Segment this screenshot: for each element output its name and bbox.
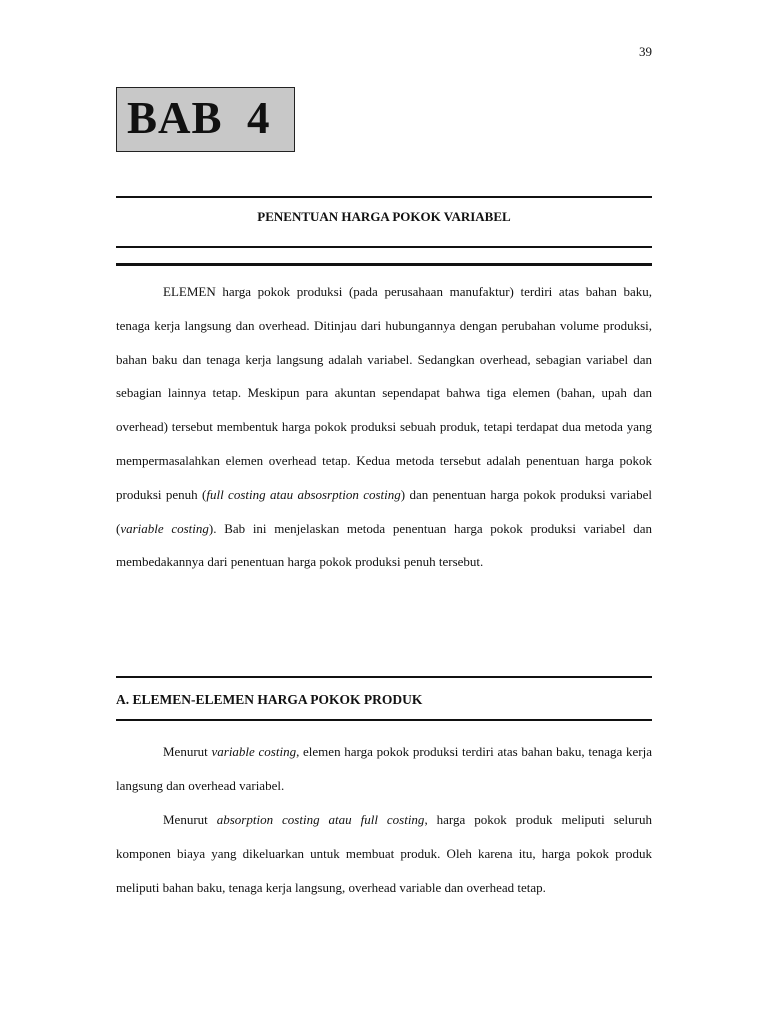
intro-paragraph [116, 275, 652, 579]
intro-text-3: ). Bab ini menjelaskan metoda penentuan harga pokok produksi variabel dan membedakannya dari penentuan harga pokok produksi penuh tersebut. [116, 520, 652, 570]
chapter-label: BAB 4 [127, 93, 271, 143]
section-paragraph-1 [116, 735, 652, 803]
intro-text-2: ) dan penentuan harga pokok produksi variabel ( [116, 486, 652, 536]
section-text: Menurut [163, 744, 212, 759]
divider-rule [116, 676, 652, 678]
page-number: 39 [639, 44, 652, 59]
divider-rule [116, 263, 652, 266]
chapter-label-box [116, 87, 295, 152]
section-text: Menurut [163, 812, 217, 827]
divider-rule [116, 719, 652, 721]
intro-text-1: ELEMEN harga pokok produksi (pada perusahaan manufaktur) terdiri atas bahan baku, tenaga kerja langsung dan overhead. Ditinjau dari hubungannya dengan perubahan volume produksi, bahan baku dan tenaga kerja langsung adalah variabel. Sedangkan overhead, sebagian variabel dan sebagian lainnya tetap. Meskipun para akuntan sependapat bahwa tiga elemen (bahan, upah dan overhead) tersebut membentuk harga pokok produksi sebuah produk, tetapi terdapat dua metoda yang mempermasalahkan elemen overhead tetap. Kedua metoda tersebut adalah penentuan harga pokok produksi penuh ( [116, 284, 652, 502]
section-paragraph-2 [116, 803, 652, 904]
chapter-title: PENENTUAN HARGA POKOK VARIABEL [257, 209, 511, 224]
intro-emphasis-1: full costing atau absosrption costing [206, 486, 401, 502]
section-text: , elemen harga pokok produksi terdiri atas bahan baku, tenaga kerja langsung dan overhead variabel. [116, 744, 652, 793]
section-text: , harga pokok produk meliputi seluruh komponen biaya yang dikeluarkan untuk membuat produk. Oleh karena itu, harga pokok produk meliputi bahan baku, tenaga kerja langsung, overhead variable dan overhead tetap. [116, 812, 653, 895]
section-heading: A. ELEMEN-ELEMEN HARGA POKOK PRODUK [116, 692, 423, 707]
section-emphasis: absorption costing atau full costing [216, 812, 425, 827]
intro-emphasis-2: variable costing [120, 520, 209, 536]
divider-rule [116, 196, 652, 198]
divider-rule [116, 246, 652, 248]
section-emphasis: variable costing [211, 744, 297, 759]
